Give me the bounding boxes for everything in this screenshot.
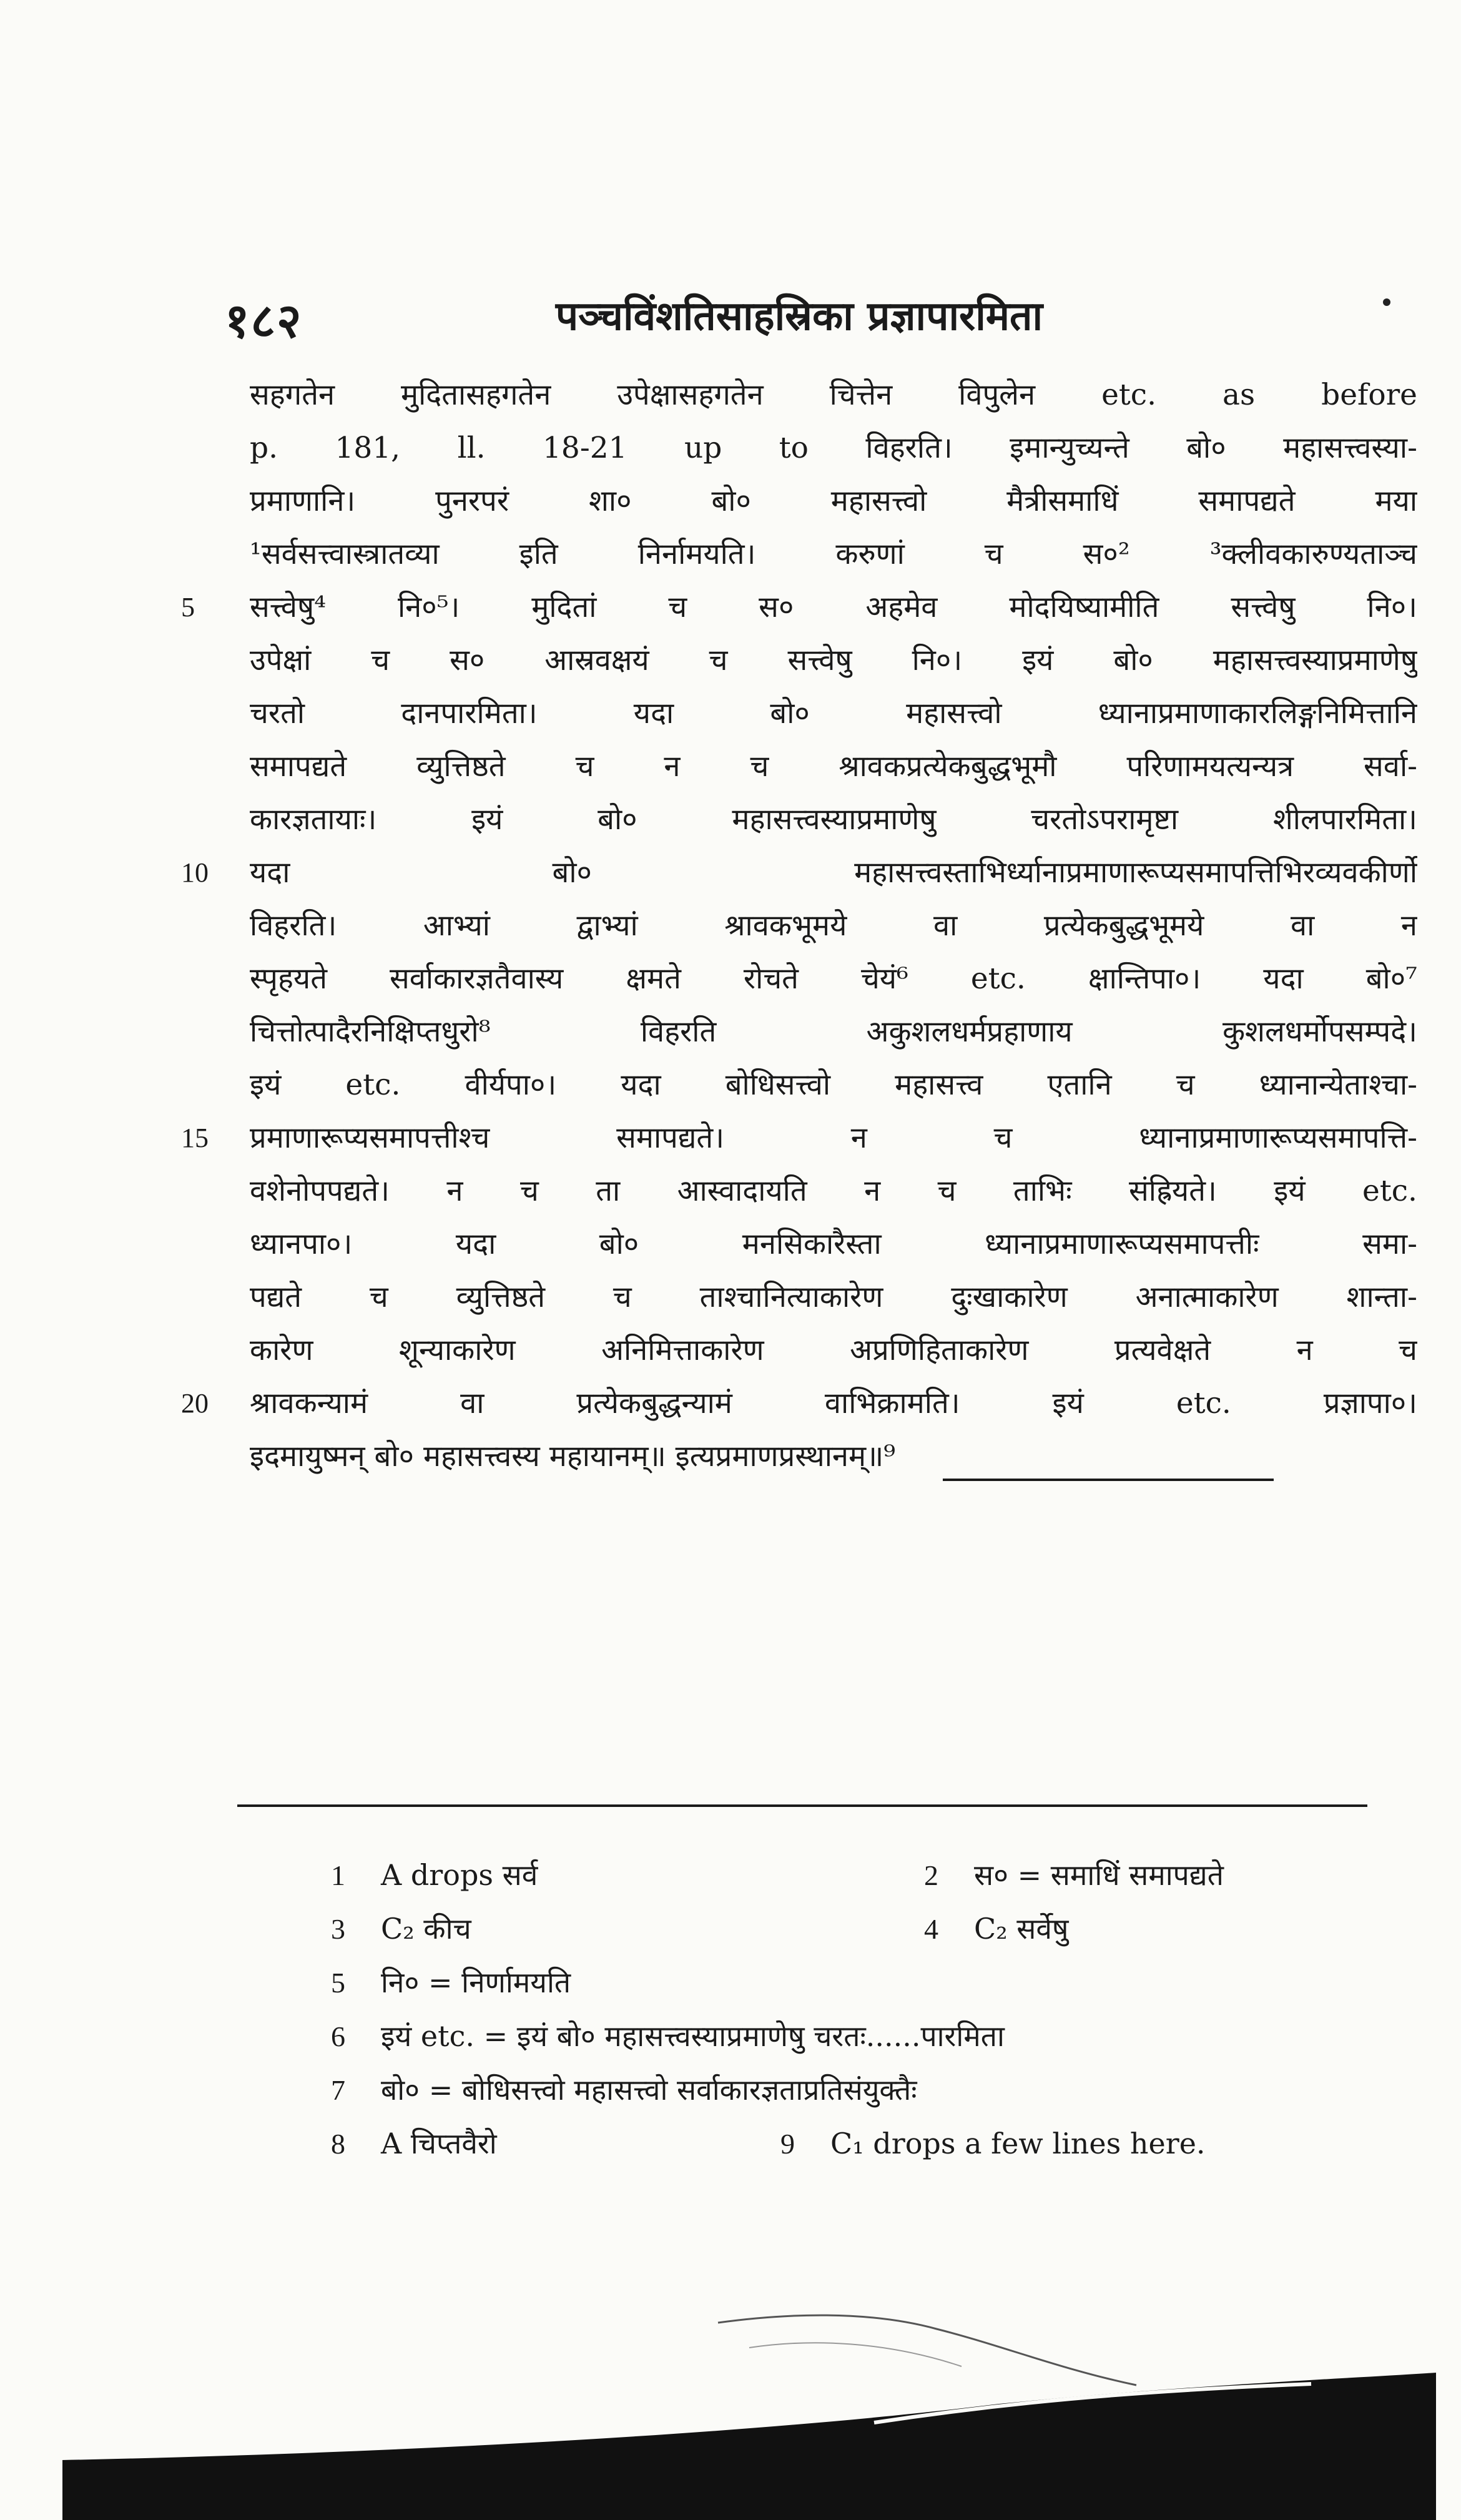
text-line <box>181 475 1417 528</box>
footnote-text: बो० = बोधिसत्त्वो महासत्त्वो सर्वाकारज्ञताप्रतिसंयुक्तैः <box>381 2073 917 2107</box>
footnote <box>331 1902 471 1956</box>
line-text: ध्यानपा०। यदा बो० मनसिकारैस्ता ध्यानाप्रमाणारूप्यसमापत्तीः समा- <box>250 1227 1417 1261</box>
footnote-text: C₂ कीच <box>381 1912 471 1946</box>
line-text: वशेनोपपद्यते। न च ता आस्वादायति न च ताभिः संह्रियते। इयं etc. <box>250 1174 1417 1208</box>
footnote-text: A drops सर्व <box>381 1858 538 1892</box>
line-text: कारेण शून्याकारेण अनिमित्ताकारेण अप्रणिहिताकारेण प्रत्यवेक्षते न च <box>250 1333 1417 1367</box>
text-line <box>181 899 1417 952</box>
line-text: पद्यते च व्युत्तिष्ठते च ताश्चानित्याकारेण दुःखाकारेण अनात्माकारेण शान्ता- <box>250 1280 1417 1314</box>
footnote <box>331 2009 1005 2064</box>
footnote-number: 4 <box>924 1913 938 1945</box>
text-line <box>181 421 1417 475</box>
text-line <box>181 634 1417 687</box>
text-line <box>181 1058 1417 1111</box>
footnotes <box>331 1848 1367 2170</box>
footnote-number: 1 <box>331 1859 345 1891</box>
line-text: कारज्ञतायाः। इयं बो० महासत्त्वस्याप्रमाणेषु चरतोऽपरामृष्टा शीलपारमिता। <box>250 802 1417 837</box>
line-text: p. 181, ll. 18-21 up to विहरति। इमान्युच्यन्ते बो० महासत्त्वस्या- <box>250 431 1417 465</box>
footnote-text: नि० = निर्णामयति <box>381 1966 571 1999</box>
footnote <box>331 2063 917 2117</box>
line-text: विहरति। आभ्यां द्वाभ्यां श्रावकभूमये वा प्रत्येकबुद्धभूमये वा न <box>250 908 1417 943</box>
line-text: स्पृहयते सर्वाकारज्ञतैवास्य क्षमते रोचते चेयं⁶ etc. क्षान्तिपा०। यदा बो०⁷ <box>250 962 1417 996</box>
footnote-text: स० = समाधिं समापद्यते <box>974 1858 1224 1892</box>
footnote-row <box>331 2009 1367 2063</box>
text-line <box>181 846 1417 899</box>
text-line <box>181 1218 1417 1271</box>
text-line <box>181 793 1417 846</box>
footnote <box>924 1902 1069 1956</box>
line-number: 20 <box>181 1388 209 1419</box>
text-line <box>181 1005 1417 1058</box>
text-line <box>181 368 1417 421</box>
footnote <box>331 1848 538 1902</box>
text-line <box>181 1271 1417 1324</box>
footnote-number: 8 <box>331 2128 345 2160</box>
line-text: श्रावकन्यामं वा प्रत्येकबुद्धन्यामं वाभिक्रामति। इयं etc. प्रज्ञापा०। <box>250 1386 1417 1420</box>
text-line <box>181 581 1417 634</box>
footnote <box>780 2117 1206 2171</box>
line-text: चरतो दानपारमिता। यदा बो० महासत्त्वो ध्यानाप्रमाणाकारलिङ्गनिमित्तानि <box>250 696 1417 731</box>
footnote-text: इयं etc. = इयं बो० महासत्त्वस्याप्रमाणेषु चरतः......पारमिता <box>381 2019 1005 2053</box>
footnote-text: C₁ drops a few lines here. <box>830 2127 1206 2160</box>
footnote <box>331 2117 497 2171</box>
line-number: 15 <box>181 1123 209 1153</box>
footnote-number: 6 <box>331 2020 345 2052</box>
running-title: पञ्चविंशतिसाहस्रिका प्रज्ञापारमिता <box>555 293 1043 340</box>
text-line <box>181 687 1417 740</box>
line-text: उपेक्षां च स० आस्रवक्षयं च सत्त्वेषु नि०। इयं बो० महासत्त्वस्याप्रमाणेषु <box>250 643 1417 677</box>
text-line <box>181 1430 1417 1483</box>
footnote <box>924 1848 1224 1902</box>
line-text: यदा बो० महासत्त्वस्ताभिर्ध्यानाप्रमाणारूप्यसमापत्तिभिरव्यवकीर्णो <box>250 855 1417 890</box>
footnote-number: 2 <box>924 1859 938 1891</box>
footnote <box>331 1956 571 2010</box>
line-text: समापद्यते व्युत्तिष्ठते च न च श्रावकप्रत्येकबुद्धभूमौ परिणामयत्यन्यत्र सर्वा- <box>250 749 1417 784</box>
text-line <box>181 1377 1417 1430</box>
footnote-row <box>331 1956 1367 2009</box>
footnote-number: 3 <box>331 1913 345 1945</box>
footnote-text: A चिप्तवैरो <box>381 2127 497 2160</box>
footnote-row <box>331 1902 1367 1956</box>
line-number: 10 <box>181 857 209 888</box>
line-text: प्रमाणानि। पुनरपरं शा० बो० महासत्त्वो मैत्रीसमाधिं समापद्यते मया <box>250 484 1417 518</box>
line-text: सहगतेन मुदितासहगतेन उपेक्षासहगतेन चित्तेन विपुलेन etc. as before <box>250 378 1417 412</box>
footnote-number: 7 <box>331 2074 345 2106</box>
main-text <box>181 368 1417 1483</box>
footnote-text: C₂ सर्वेषु <box>974 1912 1069 1946</box>
footnote-row <box>331 2117 1367 2170</box>
text-line <box>181 1164 1417 1218</box>
line-text: चित्तोत्पादैरनिक्षिप्तधुरो⁸ विहरति अकुशलधर्मप्रहाणाय कुशलधर्मोपसम्पदे। <box>250 1015 1417 1049</box>
text-line <box>181 1111 1417 1164</box>
line-text: सत्त्वेषु⁴ नि०⁵। मुदितां च स० अहमेव मोदयिष्यामीति सत्त्वेषु नि०। <box>250 590 1417 624</box>
text-line <box>181 1324 1417 1377</box>
text-line <box>181 952 1417 1005</box>
page-number: १८२ <box>225 293 303 348</box>
text-line <box>181 740 1417 793</box>
line-text: इदमायुष्मन् बो० महासत्त्वस्य महायानम्॥ इत्यप्रमाणप्रस्थानम्॥⁹ <box>250 1439 896 1474</box>
footnote-row <box>331 2063 1367 2117</box>
colophon-underline <box>943 1479 1274 1481</box>
line-text: ¹सर्वसत्त्वास्त्रातव्या इति निर्नामयति। करुणां च स०² ³क्लीवकारुण्यताञ्च <box>250 537 1417 571</box>
line-text: इयं etc. वीर्यपा०। यदा बोधिसत्त्वो महासत्त्व एतानि च ध्यानान्येताश्चा- <box>250 1068 1417 1102</box>
line-text: प्रमाणारूप्यसमापत्तीश्च समापद्यते। न च ध्यानाप्रमाणारूप्यसमापत्ति- <box>250 1121 1417 1155</box>
torn-page-edge <box>0 2310 1461 2520</box>
footnote-row <box>331 1848 1367 1902</box>
page-header <box>181 275 1417 356</box>
line-number: 5 <box>181 592 195 623</box>
footnote-number: 5 <box>331 1967 345 1999</box>
footnote-number: 9 <box>780 2128 795 2160</box>
text-line <box>181 528 1417 581</box>
footnote-rule <box>237 1804 1367 1807</box>
